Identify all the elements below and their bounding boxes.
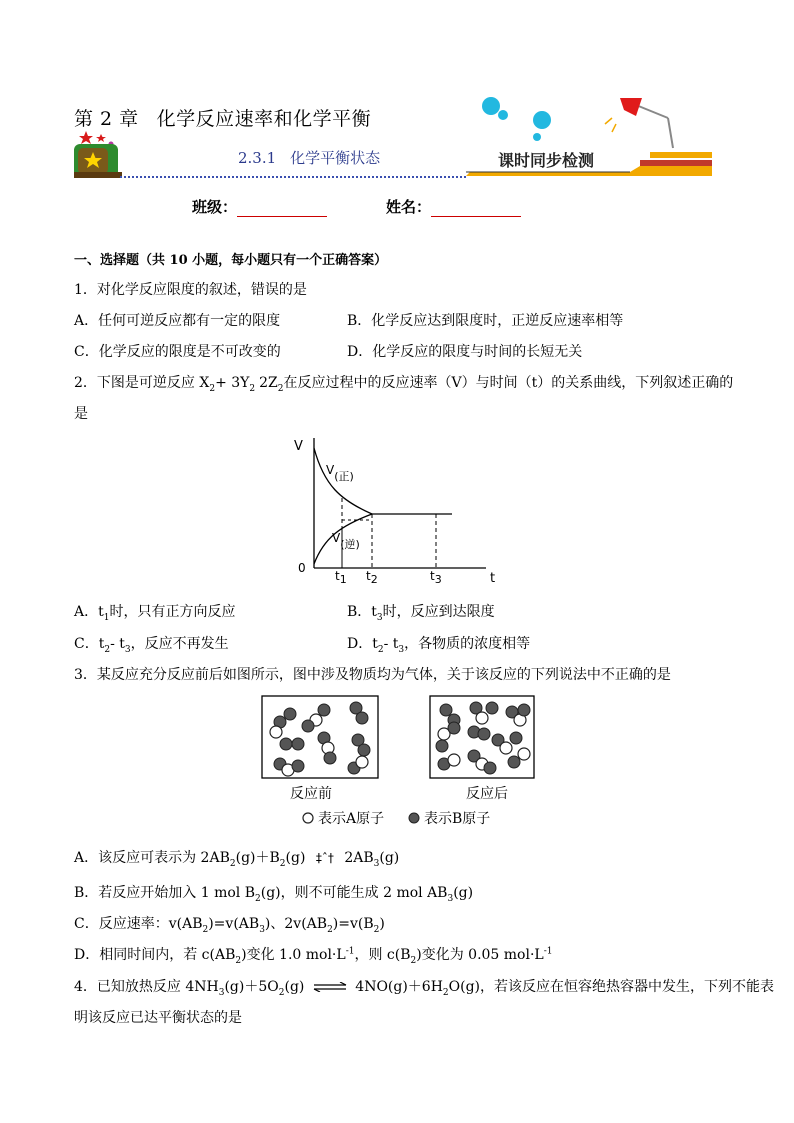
t3-label: t3 — [430, 569, 442, 586]
t1-label: t1 — [335, 569, 347, 586]
section-heading — [238, 147, 380, 168]
section-number: 2.3.1 — [238, 149, 277, 167]
sync-test-badge: 课时同步检测 — [498, 151, 595, 170]
star-icon — [79, 131, 93, 144]
q1-option-d: D．化学反应的限度与时间的长短无关 — [347, 344, 583, 360]
q3-option-c: C．反应速率：$v(AB_2)=v(AB_3)$、$2v(AB_2)=v(B_2)$ — [74, 916, 385, 935]
q2-option-c: C．$t_2-$ $t_3$，反应不再发生 — [74, 636, 229, 655]
legend-b-label: 表示B原子 — [424, 811, 491, 827]
q3-option-a: A．该反应可表示为 $2AB_2(g)+B_2(g)$ ‡ˆ† $2AB_3(g)$ — [74, 850, 400, 869]
v-axis-label: V — [294, 439, 303, 454]
header-decoration — [0, 0, 794, 200]
q4-stem: 4．已知放热反应 $4NH_3(g)+5O_2(g)$ $4NO(g)+6H_2O(g)$，若该反应在恒容绝热容器中发生，下列不能表 — [74, 979, 775, 998]
a-atom-icon — [303, 813, 313, 823]
chapter-number: 第 2 章 — [74, 108, 139, 130]
class-field — [192, 196, 327, 217]
q3-stem: 3．某反应充分反应前后如图所示，图中涉及物质均为气体，关于该反应的下列说法中不正确的是 — [74, 667, 671, 683]
b-atom-icon — [409, 813, 419, 823]
q1-option-c: C．化学反应的限度是不可改变的 — [74, 344, 281, 360]
chapter-heading — [74, 104, 371, 131]
t-axis-label: t — [490, 571, 496, 586]
rate-time-graph — [280, 430, 510, 590]
name-field — [386, 196, 521, 217]
q1-option-a: A．任何可逆反应都有一定的限度 — [74, 313, 281, 329]
q3-option-b: B．若反应开始加入 1 mol $B_2(g)$，则不可能生成 2 mol $AB_3(g)$ — [74, 885, 474, 904]
equilibrium-arrow-icon — [313, 982, 347, 992]
name-label: 姓名： — [386, 198, 432, 216]
star-icon — [96, 134, 106, 142]
legend-a-label: 表示A原子 — [318, 811, 385, 827]
q4-stem-line2: 明该反应已达平衡状态的是 — [74, 1010, 242, 1026]
origin-label: 0 — [298, 561, 306, 575]
q2-stem: 2．下图是可逆反应 $X_2+ 3Y_2$ $2Z_2$在反应过程中的反应速率（V）与时间（t）的关系曲线，下列叙述正确的 — [74, 375, 734, 394]
forward-label: V(正) — [326, 463, 354, 483]
section-heading-choice: 一、选择题（共 10 小题，每小题只有一个正确答案） — [74, 253, 388, 268]
q3-option-d: D．相同时间内，若 $c(AB_2)$变化 1.0 $mol\cdot L^{-1}$，则 $c(B_2)$变化为 0.05 $mol\cdot L^{-1}$ — [74, 946, 553, 966]
q2-option-b: B．$t_3$时，反应到达限度 — [347, 604, 495, 623]
name-blank[interactable] — [431, 200, 521, 217]
stage-icon — [74, 144, 122, 178]
chapter-title: 化学反应速率和化学平衡 — [156, 108, 372, 130]
molecule-diagram — [258, 694, 538, 834]
reversible-arrow-icon: ‡ˆ† — [315, 851, 334, 865]
after-label: 反应后 — [466, 786, 508, 802]
reverse-label: V(逆) — [332, 531, 360, 551]
bubbles-icon — [482, 97, 551, 141]
q2-stem-line2: 是 — [74, 406, 88, 422]
class-label: 班级： — [192, 198, 238, 216]
section-title: 化学平衡状态 — [290, 149, 381, 167]
q1-option-b: B．化学反应达到限度时，正逆反应速率相等 — [347, 313, 624, 329]
t2-label: t2 — [366, 569, 378, 586]
class-blank[interactable] — [237, 200, 327, 217]
q1-stem: 1．对化学反应限度的叙述，错误的是 — [74, 282, 307, 298]
q2-option-d: D．$t_2-$ $t_3$，各物质的浓度相等 — [347, 636, 531, 655]
lamp-icon — [605, 98, 673, 148]
q2-option-a: A．$t_1$时，只有正方向反应 — [74, 604, 236, 623]
before-label: 反应前 — [290, 786, 332, 802]
